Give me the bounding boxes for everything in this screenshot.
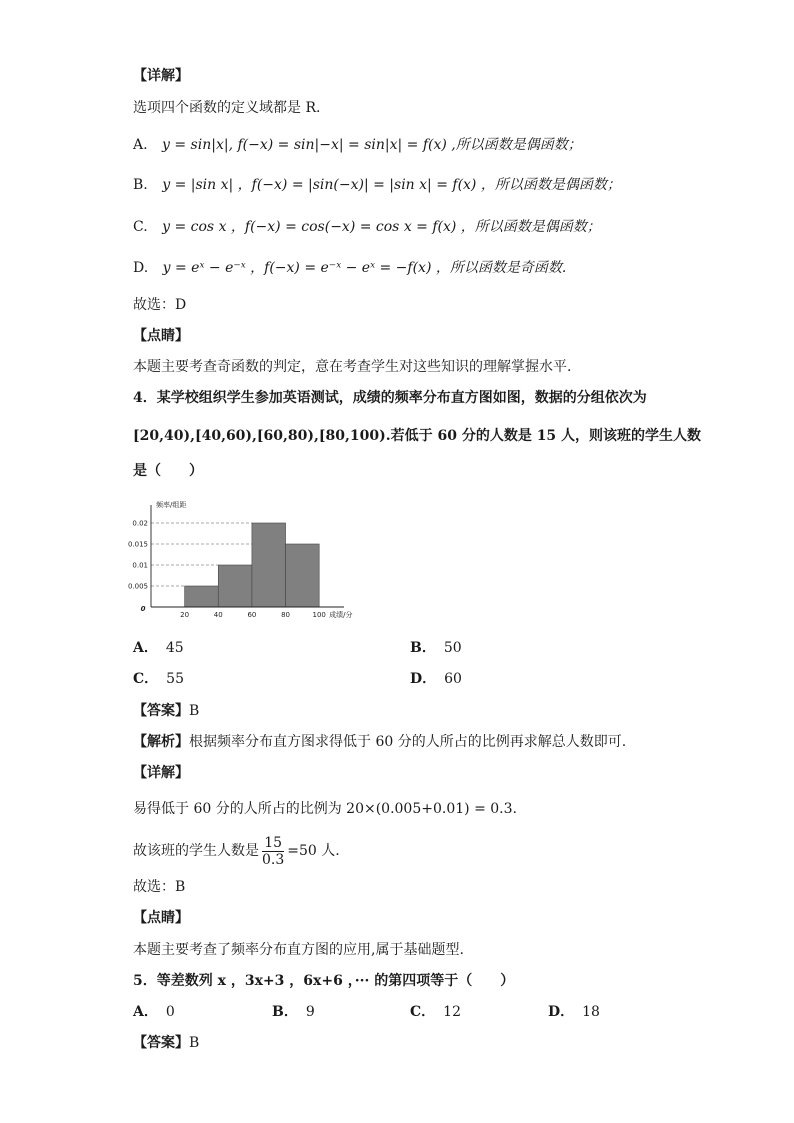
option-analysis-c: C. y = cos x ，f(−x) = cos(−x) = cos x = f(x) ，所以函数是偶函数； <box>133 219 601 235</box>
q4-stem-line2: [20,40),[40,60),[60,80),[80,100).若低于 60 分的人数是 15 人，则该班的学生人数 <box>133 428 702 444</box>
x-tick-label: 80 <box>281 611 291 619</box>
q4-comment: 本题主要考查了频率分布直方图的应用,属于基础题型. <box>133 942 464 958</box>
histogram-bar <box>252 523 286 607</box>
y-axis-title: 频率/组距 <box>156 501 187 509</box>
q5-option-d[interactable]: D． 18 <box>548 1004 600 1020</box>
x-tick-label: 20 <box>180 611 190 619</box>
q5-option-a[interactable]: A． 0 <box>133 1004 175 1020</box>
y-tick-label: 0.01 <box>132 561 148 570</box>
option-analysis-a: A. y = sin|x|, f(−x) = sin|−x| = sin|x| = f(x) ,所以函数是偶函数； <box>133 137 582 153</box>
q4-detail-line1: 易得低于 60 分的人所占的比例为 20×(0.005+0.01) = 0.3. <box>133 801 517 817</box>
y-tick-label: 0.005 <box>127 582 148 591</box>
option-analysis-d: D. y = eˣ − e⁻ˣ ，f(−x) = e⁻ˣ − eˣ = −f(x) ，所以函数是奇函数. <box>133 260 567 276</box>
q4-analysis: 【解析】根据频率分布直方图求得低于 60 分的人所占的比例再求解总人数即可. <box>133 734 627 750</box>
x-axis-title: 成绩/分 <box>329 611 353 619</box>
q4-option-d[interactable]: D． 60 <box>410 671 462 687</box>
q4-option-a[interactable]: A． 45 <box>133 640 184 656</box>
option-analysis-b: B. y = |sin x| ，f(−x) = |sin(−x)| = |sin x| = f(x) ，所以函数是偶函数； <box>133 177 621 193</box>
histogram-bar <box>185 586 219 607</box>
q4-comment-heading: 【点睛】 <box>133 910 189 926</box>
x-tick-label: 100 <box>312 611 326 619</box>
q5-answer: 【答案】B <box>133 1035 200 1051</box>
q5-option-c[interactable]: C． 12 <box>410 1004 461 1020</box>
x-tick-label: 40 <box>213 611 223 619</box>
q3-comment: 本题主要考查奇函数的判定，意在考查学生对这些知识的理解掌握水平. <box>133 359 572 375</box>
y-tick-label: 0.015 <box>127 540 148 549</box>
q4-option-c[interactable]: C． 55 <box>133 671 184 687</box>
histogram-bar <box>218 565 252 607</box>
q4-choice: 故选：B <box>133 879 186 895</box>
q4-detail-line2: 故该班的学生人数是 $\frac{15}{0.3}$ =50 人. <box>133 834 340 868</box>
histogram-bar <box>286 544 320 607</box>
fraction: $\frac{15}{0.3}$ <box>262 834 285 868</box>
q4-stem-line3: 是（ ） <box>133 463 203 479</box>
q4-detail-heading: 【详解】 <box>133 765 189 781</box>
domain-note: 选项四个函数的定义域都是 R. <box>133 100 321 116</box>
q5-option-b[interactable]: B． 9 <box>272 1004 315 1020</box>
y-tick-label: 0.02 <box>132 519 148 528</box>
frequency-histogram <box>127 495 358 620</box>
x-tick-label: 60 <box>247 611 257 619</box>
q5-stem: 5．等差数列 x ，3x+3 ，6x+6 ，··· 的第四项等于（ ） <box>133 973 515 989</box>
detail-heading: 【详解】 <box>133 68 189 84</box>
q4-stem-line1: 4．某学校组织学生参加英语测试，成绩的频率分布直方图如图，数据的分组依次为 <box>133 390 647 406</box>
origin-label: 0 <box>140 605 146 613</box>
q4-answer: 【答案】B <box>133 703 200 719</box>
q4-option-b[interactable]: B． 50 <box>410 640 462 656</box>
comment-heading: 【点睛】 <box>133 328 189 344</box>
q3-choice: 故选：D <box>133 297 187 313</box>
